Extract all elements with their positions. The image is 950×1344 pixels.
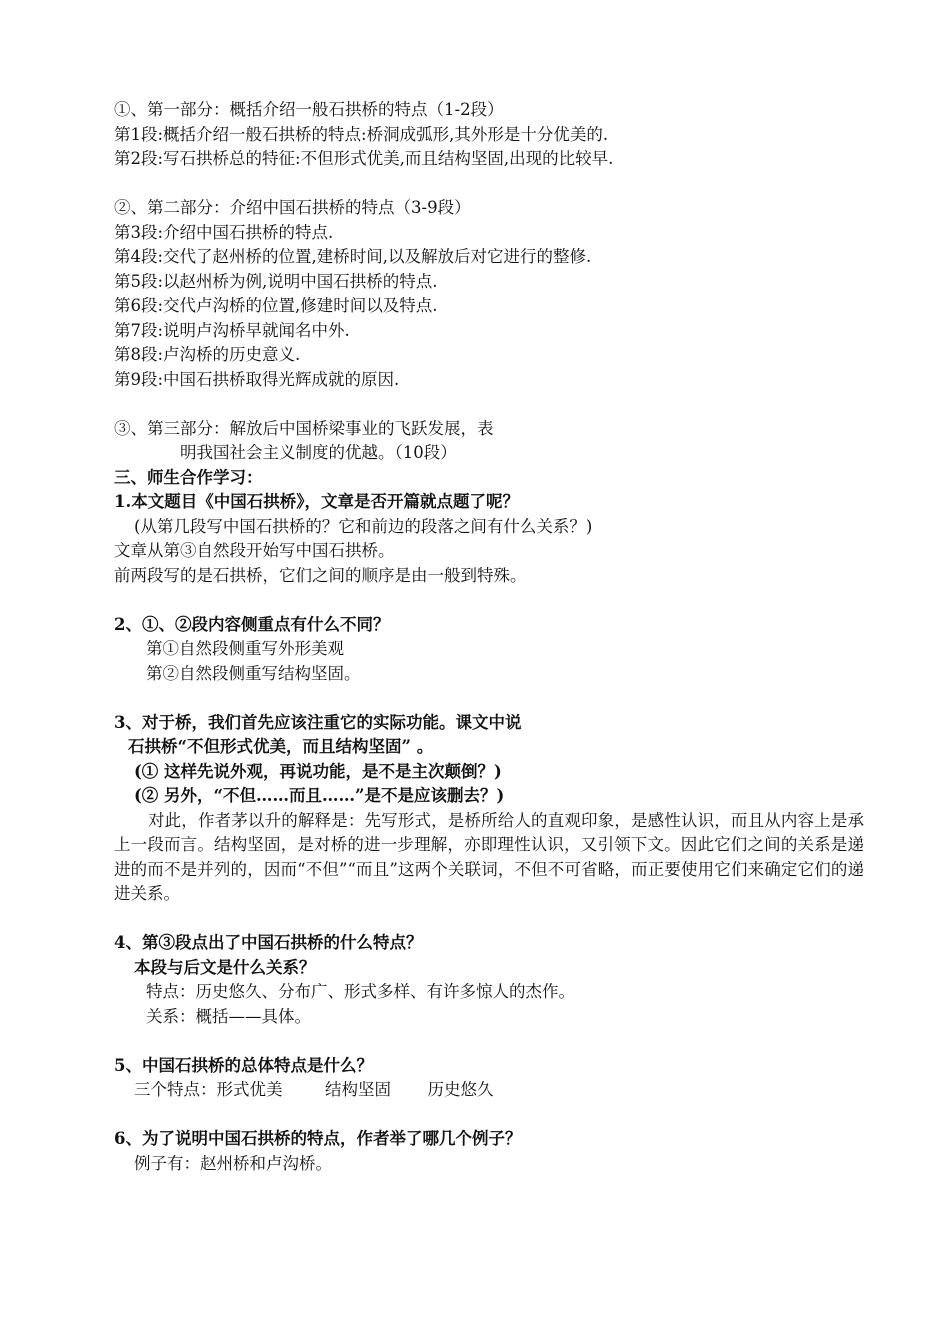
question-6-title: 6、为了说明中国石拱桥的特点，作者举了哪几个例子？ (114, 1129, 522, 1148)
question-3-sub: (② 另外，“不但……而且……”是不是应该删去？) (134, 786, 505, 805)
question-4-title: 4、第③段点出了中国石拱桥的什么特点？ (114, 933, 423, 952)
part2-line: 第6段:交代卢沟桥的位置,修建时间以及特点. (114, 296, 438, 315)
part2-line: 第5段:以赵州桥为例,说明中国石拱桥的特点. (114, 271, 438, 291)
question-1-answer: 文章从第③自然段开始写中国石拱桥。 (114, 541, 395, 560)
part2-line: 第3段:介绍中国石拱桥的特点. (114, 222, 334, 242)
question-2-answer: 第②自然段侧重写结构坚固。 (146, 663, 361, 683)
question-5-answer-item: 历史悠久 (427, 1080, 494, 1099)
question-5-title: 5、中国石拱桥的总体特点是什么？ (114, 1055, 373, 1075)
question-1-title: 1.本文题目《中国石拱桥》，文章是否开篇就点题了呢？ (114, 492, 519, 511)
question-3-sub: (① 这样先说外观，再说功能，是不是主次颠倒？) (134, 761, 502, 781)
spacer (114, 907, 864, 932)
part1-heading: ①、第一部分：概括介绍一般石拱桥的特点（1-2段） (114, 100, 504, 119)
part2-line: 第7段:说明卢沟桥早就闻名中外. (114, 320, 350, 340)
part2-line: 第4段:交代了赵州桥的位置,建桥时间,以及解放后对它进行的整修. (114, 247, 592, 266)
spacer (114, 686, 864, 711)
question-3-answer: 对此，作者茅以升的解释是：先写形式，是桥所给人的直观印象，是感性认识，而且从内容上是承上一段而言。结构坚固，是对桥的进一步理解，亦即理性认识，又引领下文。因此它们之间的关系是递进的而不是并列的，因而“不但”“而且”这两个关联词，不但不可省略，而正要使用它们来确定它们的递进关系。 (114, 810, 864, 903)
part3-heading: ③、第三部分：解放后中国桥梁事业的飞跃发展，表 (114, 418, 494, 438)
spacer (114, 392, 864, 417)
spacer (114, 588, 864, 613)
question-5-answer (114, 1078, 864, 1103)
document-body (114, 98, 864, 1176)
spacer (114, 1103, 864, 1128)
part2-line: 第8段:卢沟桥的历史意义. (114, 345, 301, 364)
question-2-title: 2、①、②段内容侧重点有什么不同？ (114, 614, 390, 634)
question-6-answer: 例子有：赵州桥和卢沟桥。 (134, 1153, 332, 1173)
question-1-answer: 前两段写的是石拱桥，它们之间的顺序是由一般到特殊。 (114, 565, 527, 585)
question-3-title: 3、对于桥，我们首先应该注重它的实际功能。课文中说 (114, 712, 522, 732)
question-4-answer: 关系：概括——具体。 (146, 1006, 311, 1026)
spacer (114, 1029, 864, 1054)
part3-heading-cont: 明我国社会主义制度的优越。（10段） (180, 443, 457, 462)
question-4-title-cont: 本段与后文是什么关系？ (134, 957, 316, 977)
part1-line: 第1段:概括介绍一般石拱桥的特点:桥洞成弧形,其外形是十分优美的. (114, 124, 609, 144)
question-5-answer-item: 结构坚固 (325, 1080, 391, 1099)
part1-line: 第2段:写石拱桥总的特征:不但形式优美,而且结构坚固,出现的比较早. (114, 149, 614, 168)
section-title: 三、师生合作学习： (114, 467, 263, 487)
question-1-sub: (从第几段写中国石拱桥的？它和前边的段落之间有什么关系？) (134, 516, 593, 536)
question-4-answer: 特点：历史悠久、分布广、形式多样、有许多惊人的杰作。 (146, 982, 575, 1001)
question-3-title-cont: 石拱桥“不但形式优美，而且结构坚固” 。 (128, 737, 434, 756)
part2-heading: ②、第二部分：介绍中国石拱桥的特点（3-9段） (114, 198, 471, 217)
spacer (114, 172, 864, 197)
question-2-answer: 第①自然段侧重写外形美观 (146, 639, 344, 658)
part2-line: 第9段:中国石拱桥取得光辉成就的原因. (114, 369, 400, 389)
question-5-answer-label: 三个特点：形式优美 (134, 1080, 283, 1099)
